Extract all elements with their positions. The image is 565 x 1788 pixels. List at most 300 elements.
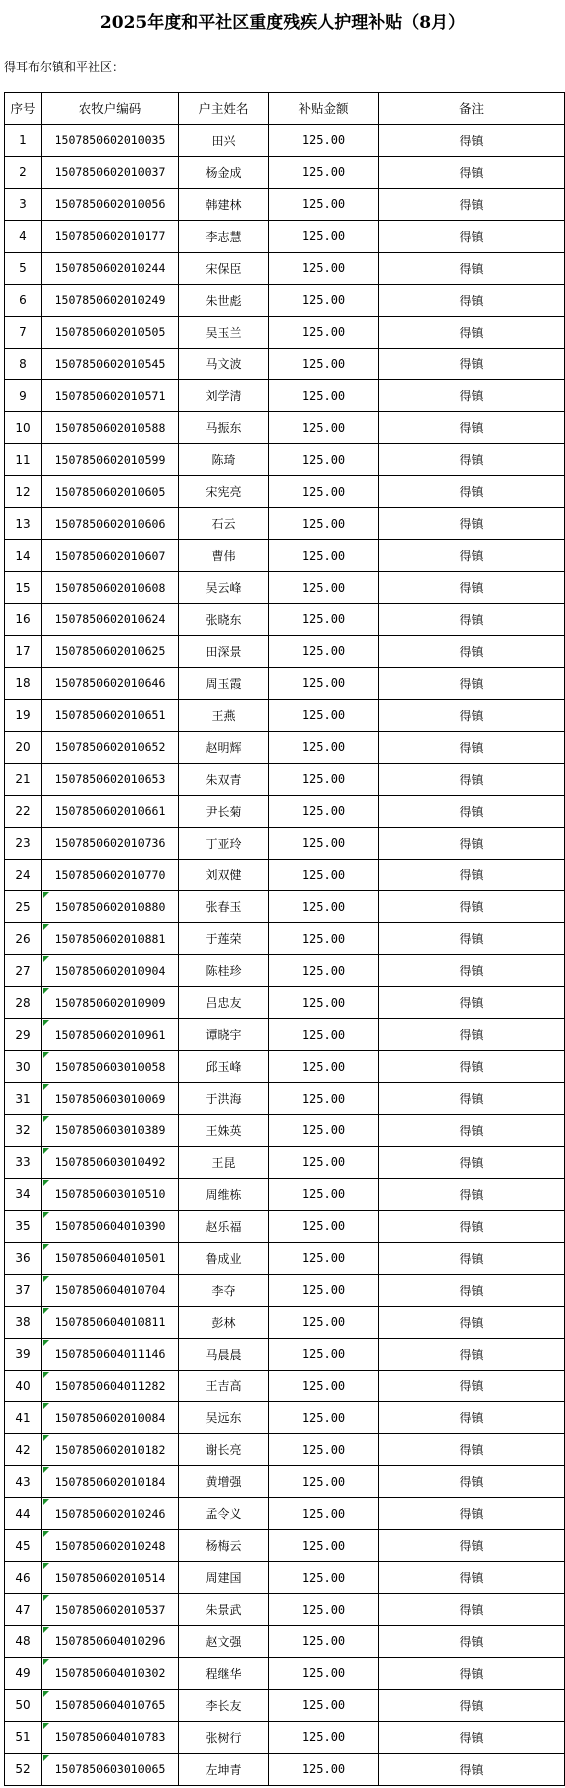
cell-household-code: 1507850604010765 (42, 1689, 179, 1721)
table-row (5, 412, 565, 444)
table-row (5, 1370, 565, 1402)
cell-index: 17 (5, 635, 42, 667)
cell-household-code: 1507850602010037 (42, 156, 179, 188)
cell-remarks: 得镇 (379, 604, 565, 636)
cell-householder-name: 张晓东 (179, 604, 269, 636)
cell-remarks: 得镇 (379, 923, 565, 955)
cell-remarks: 得镇 (379, 699, 565, 731)
table-row (5, 284, 565, 316)
cell-householder-name: 周维栋 (179, 1178, 269, 1210)
cell-householder-name: 杨梅云 (179, 1530, 269, 1562)
cell-subsidy-amount: 125.00 (269, 348, 379, 380)
cell-household-code: 1507850602010244 (42, 252, 179, 284)
cell-index: 49 (5, 1657, 42, 1689)
cell-remarks: 得镇 (379, 348, 565, 380)
cell-household-code: 1507850603010492 (42, 1146, 179, 1178)
cell-household-code: 1507850602010605 (42, 476, 179, 508)
cell-household-code: 1507850604010783 (42, 1721, 179, 1753)
cell-householder-name: 尹长菊 (179, 795, 269, 827)
cell-remarks: 得镇 (379, 1210, 565, 1242)
cell-household-code: 1507850602010246 (42, 1498, 179, 1530)
table-row (5, 1434, 565, 1466)
cell-remarks: 得镇 (379, 476, 565, 508)
cell-remarks: 得镇 (379, 1115, 565, 1147)
cell-household-code: 1507850602010184 (42, 1466, 179, 1498)
cell-subsidy-amount: 125.00 (269, 1530, 379, 1562)
cell-remarks: 得镇 (379, 188, 565, 220)
cell-remarks: 得镇 (379, 572, 565, 604)
table-row (5, 923, 565, 955)
cell-subsidy-amount: 125.00 (269, 1498, 379, 1530)
cell-index: 19 (5, 699, 42, 731)
cell-household-code: 1507850603010389 (42, 1115, 179, 1147)
table-row (5, 252, 565, 284)
cell-index: 40 (5, 1370, 42, 1402)
cell-subsidy-amount: 125.00 (269, 220, 379, 252)
cell-index: 21 (5, 763, 42, 795)
cell-subsidy-amount: 125.00 (269, 1115, 379, 1147)
cell-remarks: 得镇 (379, 1242, 565, 1274)
cell-householder-name: 李志慧 (179, 220, 269, 252)
table-row (5, 220, 565, 252)
cell-remarks: 得镇 (379, 156, 565, 188)
cell-subsidy-amount: 125.00 (269, 444, 379, 476)
cell-remarks: 得镇 (379, 1562, 565, 1594)
cell-household-code: 1507850602010505 (42, 316, 179, 348)
cell-index: 11 (5, 444, 42, 476)
table-row (5, 1274, 565, 1306)
cell-householder-name: 陈桂珍 (179, 955, 269, 987)
cell-householder-name: 刘学清 (179, 380, 269, 412)
cell-householder-name: 左坤青 (179, 1753, 269, 1785)
cell-index: 20 (5, 731, 42, 763)
cell-subsidy-amount: 125.00 (269, 284, 379, 316)
cell-householder-name: 赵乐福 (179, 1210, 269, 1242)
cell-householder-name: 王昆 (179, 1146, 269, 1178)
cell-householder-name: 程继华 (179, 1657, 269, 1689)
cell-subsidy-amount: 125.00 (269, 476, 379, 508)
cell-householder-name: 谭晓宇 (179, 1019, 269, 1051)
cell-subsidy-amount: 125.00 (269, 124, 379, 156)
community-label: 得耳布尔镇和平社区： (4, 60, 125, 74)
cell-remarks: 得镇 (379, 1178, 565, 1210)
cell-remarks: 得镇 (379, 667, 565, 699)
table-row (5, 124, 565, 156)
cell-subsidy-amount: 125.00 (269, 795, 379, 827)
cell-index: 5 (5, 252, 42, 284)
table-row (5, 1562, 565, 1594)
cell-index: 43 (5, 1466, 42, 1498)
cell-remarks: 得镇 (379, 1753, 565, 1785)
table-row (5, 1721, 565, 1753)
cell-householder-name: 周建国 (179, 1562, 269, 1594)
cell-subsidy-amount: 125.00 (269, 1402, 379, 1434)
cell-subsidy-amount: 125.00 (269, 763, 379, 795)
table-row (5, 987, 565, 1019)
cell-householder-name: 朱双青 (179, 763, 269, 795)
cell-subsidy-amount: 125.00 (269, 827, 379, 859)
cell-remarks: 得镇 (379, 1530, 565, 1562)
cell-householder-name: 张春玉 (179, 891, 269, 923)
cell-subsidy-amount: 125.00 (269, 1689, 379, 1721)
cell-subsidy-amount: 125.00 (269, 1466, 379, 1498)
cell-index: 32 (5, 1115, 42, 1147)
cell-householder-name: 王吉高 (179, 1370, 269, 1402)
cell-household-code: 1507850602010249 (42, 284, 179, 316)
cell-subsidy-amount: 125.00 (269, 604, 379, 636)
cell-household-code: 1507850604010296 (42, 1626, 179, 1658)
cell-household-code: 1507850604010302 (42, 1657, 179, 1689)
cell-index: 23 (5, 827, 42, 859)
cell-subsidy-amount: 125.00 (269, 955, 379, 987)
cell-remarks: 得镇 (379, 1051, 565, 1083)
cell-householder-name: 鲁成业 (179, 1242, 269, 1274)
cell-household-code: 1507850603010058 (42, 1051, 179, 1083)
cell-householder-name: 赵文强 (179, 1626, 269, 1658)
cell-household-code: 1507850602010514 (42, 1562, 179, 1594)
cell-household-code: 1507850602010646 (42, 667, 179, 699)
cell-remarks: 得镇 (379, 1721, 565, 1753)
cell-index: 31 (5, 1083, 42, 1115)
cell-household-code: 1507850604011282 (42, 1370, 179, 1402)
table-row (5, 1083, 565, 1115)
table-row (5, 1689, 565, 1721)
table-row (5, 380, 565, 412)
cell-householder-name: 彭林 (179, 1306, 269, 1338)
cell-remarks: 得镇 (379, 380, 565, 412)
cell-index: 16 (5, 604, 42, 636)
cell-subsidy-amount: 125.00 (269, 188, 379, 220)
table-row (5, 1178, 565, 1210)
cell-index: 14 (5, 540, 42, 572)
cell-household-code: 1507850602010056 (42, 188, 179, 220)
cell-subsidy-amount: 125.00 (269, 1370, 379, 1402)
cell-subsidy-amount: 125.00 (269, 1338, 379, 1370)
table-row (5, 188, 565, 220)
cell-householder-name: 吕忠友 (179, 987, 269, 1019)
cell-subsidy-amount: 125.00 (269, 540, 379, 572)
cell-household-code: 1507850602010904 (42, 955, 179, 987)
cell-household-code: 1507850602010248 (42, 1530, 179, 1562)
cell-household-code: 1507850602010961 (42, 1019, 179, 1051)
cell-remarks: 得镇 (379, 1626, 565, 1658)
cell-remarks: 得镇 (379, 1402, 565, 1434)
table-row (5, 1338, 565, 1370)
table-row (5, 1530, 565, 1562)
table-row (5, 1498, 565, 1530)
cell-subsidy-amount: 125.00 (269, 635, 379, 667)
cell-index: 10 (5, 412, 42, 444)
cell-index: 24 (5, 859, 42, 891)
cell-index: 42 (5, 1434, 42, 1466)
cell-remarks: 得镇 (379, 1274, 565, 1306)
cell-householder-name: 宋保臣 (179, 252, 269, 284)
cell-household-code: 1507850602010608 (42, 572, 179, 604)
cell-household-code: 1507850604010704 (42, 1274, 179, 1306)
cell-index: 29 (5, 1019, 42, 1051)
cell-index: 39 (5, 1338, 42, 1370)
cell-household-code: 1507850602010880 (42, 891, 179, 923)
cell-household-code: 1507850602010651 (42, 699, 179, 731)
cell-household-code: 1507850602010652 (42, 731, 179, 763)
cell-index: 37 (5, 1274, 42, 1306)
cell-subsidy-amount: 125.00 (269, 412, 379, 444)
cell-householder-name: 马振东 (179, 412, 269, 444)
table-row (5, 156, 565, 188)
cell-householder-name: 马文波 (179, 348, 269, 380)
cell-subsidy-amount: 125.00 (269, 1210, 379, 1242)
cell-index: 35 (5, 1210, 42, 1242)
table-body (5, 124, 565, 1785)
cell-remarks: 得镇 (379, 540, 565, 572)
table-row (5, 955, 565, 987)
cell-remarks: 得镇 (379, 1083, 565, 1115)
cell-index: 44 (5, 1498, 42, 1530)
cell-household-code: 1507850602010881 (42, 923, 179, 955)
cell-household-code: 1507850602010084 (42, 1402, 179, 1434)
cell-household-code: 1507850602010599 (42, 444, 179, 476)
cell-household-code: 1507850602010653 (42, 763, 179, 795)
cell-householder-name: 石云 (179, 508, 269, 540)
cell-remarks: 得镇 (379, 124, 565, 156)
cell-subsidy-amount: 125.00 (269, 316, 379, 348)
cell-index: 26 (5, 923, 42, 955)
cell-index: 33 (5, 1146, 42, 1178)
cell-remarks: 得镇 (379, 955, 565, 987)
cell-subsidy-amount: 125.00 (269, 1274, 379, 1306)
cell-householder-name: 丁亚玲 (179, 827, 269, 859)
header-household-code: 农牧户编码 (42, 93, 179, 125)
cell-householder-name: 王姝英 (179, 1115, 269, 1147)
cell-subsidy-amount: 125.00 (269, 508, 379, 540)
cell-household-code: 1507850604010811 (42, 1306, 179, 1338)
cell-householder-name: 朱世彪 (179, 284, 269, 316)
cell-subsidy-amount: 125.00 (269, 1178, 379, 1210)
table-row (5, 1210, 565, 1242)
table-row (5, 508, 565, 540)
table-header-row (5, 93, 565, 125)
cell-householder-name: 朱景武 (179, 1594, 269, 1626)
cell-remarks: 得镇 (379, 731, 565, 763)
table-row (5, 731, 565, 763)
cell-householder-name: 吴云峰 (179, 572, 269, 604)
table-row (5, 859, 565, 891)
cell-remarks: 得镇 (379, 795, 565, 827)
table-row (5, 1019, 565, 1051)
cell-subsidy-amount: 125.00 (269, 667, 379, 699)
cell-householder-name: 吴远东 (179, 1402, 269, 1434)
table-row (5, 795, 565, 827)
header-householder-name: 户主姓名 (179, 93, 269, 125)
cell-householder-name: 宋宪亮 (179, 476, 269, 508)
cell-index: 8 (5, 348, 42, 380)
table-row (5, 540, 565, 572)
cell-household-code: 1507850602010035 (42, 124, 179, 156)
cell-remarks: 得镇 (379, 316, 565, 348)
cell-householder-name: 田兴 (179, 124, 269, 156)
cell-index: 1 (5, 124, 42, 156)
page-title: 2025年度和平社区重度残疾人护理补贴（8月） (99, 13, 466, 33)
cell-householder-name: 吴玉兰 (179, 316, 269, 348)
table-row (5, 1242, 565, 1274)
cell-index: 48 (5, 1626, 42, 1658)
table-row (5, 763, 565, 795)
cell-subsidy-amount: 125.00 (269, 1626, 379, 1658)
cell-householder-name: 马晨晨 (179, 1338, 269, 1370)
cell-subsidy-amount: 125.00 (269, 572, 379, 604)
cell-household-code: 1507850602010537 (42, 1594, 179, 1626)
table-row (5, 316, 565, 348)
cell-subsidy-amount: 125.00 (269, 1146, 379, 1178)
cell-remarks: 得镇 (379, 1306, 565, 1338)
table-row (5, 1466, 565, 1498)
cell-household-code: 1507850602010625 (42, 635, 179, 667)
cell-remarks: 得镇 (379, 220, 565, 252)
cell-subsidy-amount: 125.00 (269, 1562, 379, 1594)
cell-subsidy-amount: 125.00 (269, 1051, 379, 1083)
cell-household-code: 1507850602010624 (42, 604, 179, 636)
cell-remarks: 得镇 (379, 508, 565, 540)
table-row (5, 1115, 565, 1147)
cell-subsidy-amount: 125.00 (269, 1657, 379, 1689)
table-row (5, 1594, 565, 1626)
cell-subsidy-amount: 125.00 (269, 987, 379, 1019)
cell-household-code: 1507850604010390 (42, 1210, 179, 1242)
cell-subsidy-amount: 125.00 (269, 731, 379, 763)
cell-householder-name: 黄增强 (179, 1466, 269, 1498)
cell-householder-name: 李夺 (179, 1274, 269, 1306)
cell-subsidy-amount: 125.00 (269, 1594, 379, 1626)
cell-index: 7 (5, 316, 42, 348)
cell-subsidy-amount: 125.00 (269, 1306, 379, 1338)
table-row (5, 1146, 565, 1178)
cell-household-code: 1507850602010661 (42, 795, 179, 827)
cell-remarks: 得镇 (379, 1338, 565, 1370)
cell-subsidy-amount: 125.00 (269, 1753, 379, 1785)
cell-index: 4 (5, 220, 42, 252)
cell-index: 34 (5, 1178, 42, 1210)
cell-remarks: 得镇 (379, 635, 565, 667)
cell-remarks: 得镇 (379, 1689, 565, 1721)
cell-remarks: 得镇 (379, 987, 565, 1019)
cell-householder-name: 赵明辉 (179, 731, 269, 763)
cell-remarks: 得镇 (379, 1146, 565, 1178)
table-row (5, 1051, 565, 1083)
subsidy-table (4, 92, 565, 1786)
cell-index: 47 (5, 1594, 42, 1626)
cell-remarks: 得镇 (379, 1434, 565, 1466)
cell-index: 9 (5, 380, 42, 412)
cell-remarks: 得镇 (379, 1498, 565, 1530)
table-row (5, 572, 565, 604)
cell-subsidy-amount: 125.00 (269, 1083, 379, 1115)
cell-remarks: 得镇 (379, 763, 565, 795)
cell-household-code: 1507850602010736 (42, 827, 179, 859)
cell-household-code: 1507850603010065 (42, 1753, 179, 1785)
cell-index: 22 (5, 795, 42, 827)
cell-index: 27 (5, 955, 42, 987)
cell-subsidy-amount: 125.00 (269, 380, 379, 412)
cell-householder-name: 陈琦 (179, 444, 269, 476)
cell-subsidy-amount: 125.00 (269, 1242, 379, 1274)
cell-householder-name: 李长友 (179, 1689, 269, 1721)
cell-householder-name: 曹伟 (179, 540, 269, 572)
table-row (5, 827, 565, 859)
cell-index: 38 (5, 1306, 42, 1338)
cell-subsidy-amount: 125.00 (269, 699, 379, 731)
cell-householder-name: 孟令义 (179, 1498, 269, 1530)
cell-index: 45 (5, 1530, 42, 1562)
header-index: 序号 (5, 93, 42, 125)
table-row (5, 604, 565, 636)
cell-householder-name: 刘双健 (179, 859, 269, 891)
cell-household-code: 1507850602010588 (42, 412, 179, 444)
cell-index: 18 (5, 667, 42, 699)
cell-index: 41 (5, 1402, 42, 1434)
cell-household-code: 1507850602010545 (42, 348, 179, 380)
table-row (5, 1626, 565, 1658)
cell-index: 13 (5, 508, 42, 540)
cell-index: 15 (5, 572, 42, 604)
cell-householder-name: 王燕 (179, 699, 269, 731)
cell-index: 46 (5, 1562, 42, 1594)
cell-remarks: 得镇 (379, 1594, 565, 1626)
cell-remarks: 得镇 (379, 827, 565, 859)
cell-remarks: 得镇 (379, 859, 565, 891)
cell-subsidy-amount: 125.00 (269, 1721, 379, 1753)
cell-subsidy-amount: 125.00 (269, 923, 379, 955)
cell-remarks: 得镇 (379, 1466, 565, 1498)
table-row (5, 1753, 565, 1785)
cell-subsidy-amount: 125.00 (269, 1019, 379, 1051)
cell-household-code: 1507850602010770 (42, 859, 179, 891)
cell-householder-name: 张树行 (179, 1721, 269, 1753)
header-remarks: 备注 (379, 93, 565, 125)
cell-index: 25 (5, 891, 42, 923)
cell-householder-name: 周玉霞 (179, 667, 269, 699)
table-row (5, 635, 565, 667)
table-row (5, 348, 565, 380)
table-row (5, 444, 565, 476)
cell-household-code: 1507850604010501 (42, 1242, 179, 1274)
cell-remarks: 得镇 (379, 444, 565, 476)
cell-subsidy-amount: 125.00 (269, 252, 379, 284)
table-row (5, 476, 565, 508)
cell-remarks: 得镇 (379, 1370, 565, 1402)
cell-index: 51 (5, 1721, 42, 1753)
cell-household-code: 1507850602010571 (42, 380, 179, 412)
cell-index: 28 (5, 987, 42, 1019)
cell-index: 52 (5, 1753, 42, 1785)
cell-householder-name: 田深景 (179, 635, 269, 667)
table-row (5, 891, 565, 923)
cell-index: 12 (5, 476, 42, 508)
cell-remarks: 得镇 (379, 1019, 565, 1051)
cell-householder-name: 韩建林 (179, 188, 269, 220)
header-subsidy-amount: 补贴金额 (269, 93, 379, 125)
cell-household-code: 1507850603010510 (42, 1178, 179, 1210)
table-row (5, 667, 565, 699)
table-row (5, 699, 565, 731)
table-row (5, 1402, 565, 1434)
cell-remarks: 得镇 (379, 284, 565, 316)
table-row (5, 1306, 565, 1338)
cell-index: 36 (5, 1242, 42, 1274)
table-row (5, 1657, 565, 1689)
cell-remarks: 得镇 (379, 412, 565, 444)
cell-householder-name: 邱玉峰 (179, 1051, 269, 1083)
cell-index: 2 (5, 156, 42, 188)
